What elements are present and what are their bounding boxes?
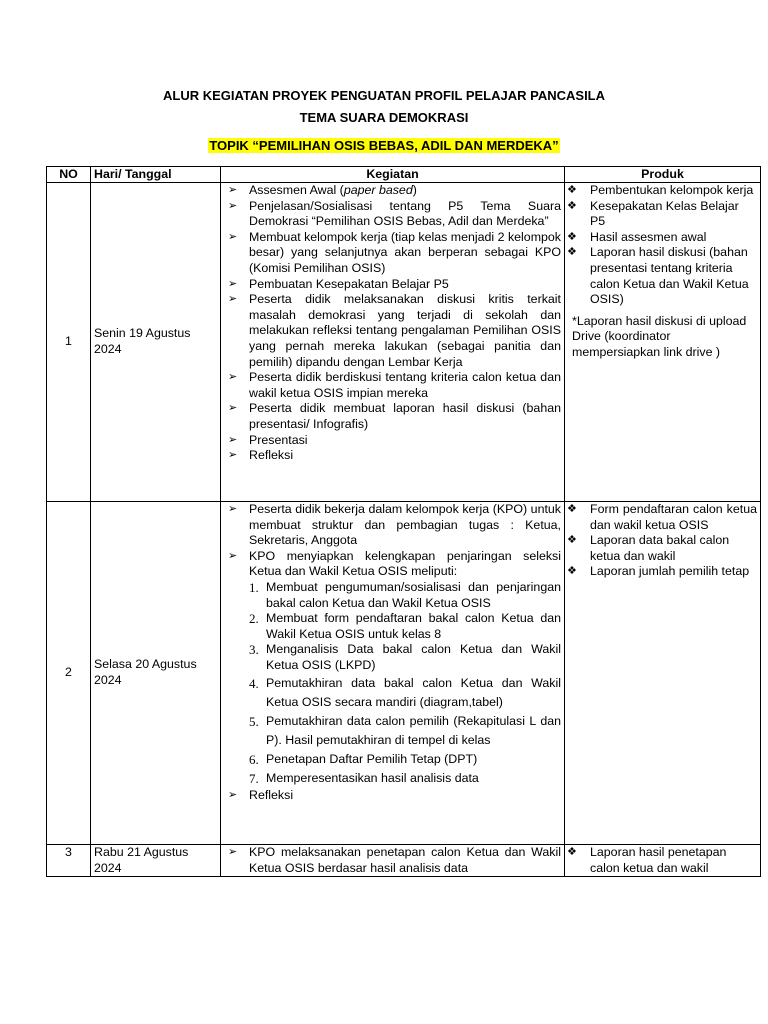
row-number: 3 [47, 845, 91, 877]
list-item: ➢ Refleksi [224, 448, 561, 464]
step-item: 3. Menganalisis Data bakal calon Ketua dan Wakil Ketua OSIS (LKPD) [249, 642, 561, 672]
row-produk [565, 183, 761, 502]
activity-table [46, 166, 761, 877]
row-date: Senin 19 Agustus 2024 [91, 183, 221, 502]
kegiatan-list [224, 845, 561, 876]
kegiatan-list-end [224, 788, 561, 804]
step-item: 7. Memperesentasikan hasil analisis data [249, 770, 479, 786]
topic-heading [0, 138, 768, 154]
list-item: ❖ Hasil assesmen awal [568, 230, 757, 246]
document-title: ALUR KEGIATAN PROYEK PENGUATAN PROFIL PELAJAR PANCASILA [162, 88, 606, 103]
table-header-row [47, 167, 761, 183]
step-item: 6. Penetapan Daftar Pemilih Tetap (DPT) [249, 751, 478, 767]
list-item: ➢ Membuat kelompok kerja (tiap kelas menjadi 2 kelompok besar) yang selanjutnya akan berperan sebagai KPO (Komisi Pemilihan OSIS) [224, 230, 561, 277]
header-produk: Produk [565, 167, 761, 183]
list-item: ➢ Peserta didik membuat laporan hasil diskusi (bahan presentasi/ Infografis) [224, 401, 561, 432]
list-item: ❖ Laporan data bakal calon ketua dan wakil [568, 533, 757, 564]
step-item: 4. Pemutakhiran data bakal calon Ketua dan Wakil Ketua OSIS secara mandiri (diagram,tabel) [249, 675, 561, 709]
step-item: 5. Pemutakhiran data calon pemilih (Rekapitulasi L dan P). Hasil pemutakhiran di tempel di kelas [249, 713, 561, 747]
row-kegiatan [221, 502, 565, 845]
row-date: Rabu 21 Agustus 2024 [91, 845, 221, 877]
produk-list [568, 502, 757, 580]
table-row [47, 502, 761, 845]
kegiatan-steps [224, 580, 561, 788]
produk-note: *Laporan hasil diskusi di upload Drive (koordinator mempersiapkan link drive ) [572, 313, 747, 359]
list-item: ❖ Pembentukan kelompok kerja [568, 183, 757, 199]
kegiatan-list [224, 183, 561, 464]
list-item: ❖ Laporan hasil penetapan calon ketua dan wakil [568, 845, 757, 876]
header-kegiatan: Kegiatan [221, 167, 565, 183]
list-item: ➢ Peserta didik melaksanakan diskusi kritis terkait masalah demokrasi yang terjadi di sekolah dan melakukan refleksi tentang pengalaman Pemilihan OSIS yang pernah mereka lakukan (sebagai panitia dan pemilih) dipandu dengan Lembar Kerja [224, 292, 561, 370]
list-item: ❖ Laporan hasil diskusi (bahan presentasi tentang kriteria calon Ketua dan Wakil Ketua OSIS) [568, 245, 757, 307]
header-day: Hari/ Tanggal [91, 167, 221, 183]
row-kegiatan [221, 845, 565, 877]
list-item: ➢ Presentasi [224, 433, 561, 449]
row-number: 1 [47, 183, 91, 502]
list-item: ❖ Laporan jumlah pemilih tetap [568, 564, 757, 580]
row-kegiatan [221, 183, 565, 502]
kegiatan-list [224, 502, 561, 580]
topic-highlight: TOPIK “PEMILIHAN OSIS BEBAS, ADIL DAN MERDEKA” [209, 138, 559, 153]
list-item: ➢ KPO melaksanakan penetapan calon Ketua dan Wakil Ketua OSIS berdasar hasil analisis data [224, 845, 561, 876]
list-item: ➢ Peserta didik berdiskusi tentang kriteria calon ketua dan wakil ketua OSIS impian mereka [224, 370, 561, 401]
produk-list [568, 183, 757, 308]
step-item: 2. Membuat form pendaftaran bakal calon Ketua dan Wakil Ketua OSIS untuk kelas 8 [249, 611, 561, 641]
row-produk [565, 845, 761, 877]
list-item: ➢ Pembuatan Kesepakatan Belajar P5 [224, 277, 561, 293]
step-item: 1. Membuat pengumuman/sosialisasi dan penjaringan bakal calon Ketua dan Wakil Ketua OSIS [249, 579, 561, 610]
row-date: Selasa 20 Agustus 2024 [91, 502, 221, 845]
list-item: ➢ KPO menyiapkan kelengkapan penjaringan seleksi Ketua dan Wakil Ketua OSIS meliputi: [224, 549, 561, 580]
list-item: ➢ Peserta didik bekerja dalam kelompok kerja (KPO) untuk membuat struktur dan pembagian tugas : Ketua, Sekretaris, Anggota [224, 502, 561, 549]
row-number: 2 [47, 502, 91, 845]
table-row [47, 845, 761, 877]
list-item: ❖ Form pendaftaran calon ketua dan wakil ketua OSIS [568, 502, 757, 533]
table-row [47, 183, 761, 502]
list-item: ❖ Kesepakatan Kelas Belajar P5 [568, 199, 757, 230]
list-item: ➢ Penjelasan/Sosialisasi tentang P5 Tema Suara Demokrasi “Pemilihan OSIS Bebas, Adil dan Merdeka” [224, 199, 561, 230]
produk-list [568, 845, 757, 876]
list-item: ➢ Assesmen Awal (paper based) [224, 183, 561, 199]
row-produk [565, 502, 761, 845]
header-no: NO [47, 167, 91, 183]
theme-heading: TEMA SUARA DEMOKRASI [299, 110, 469, 125]
list-item: ➢ Refleksi [224, 788, 561, 804]
